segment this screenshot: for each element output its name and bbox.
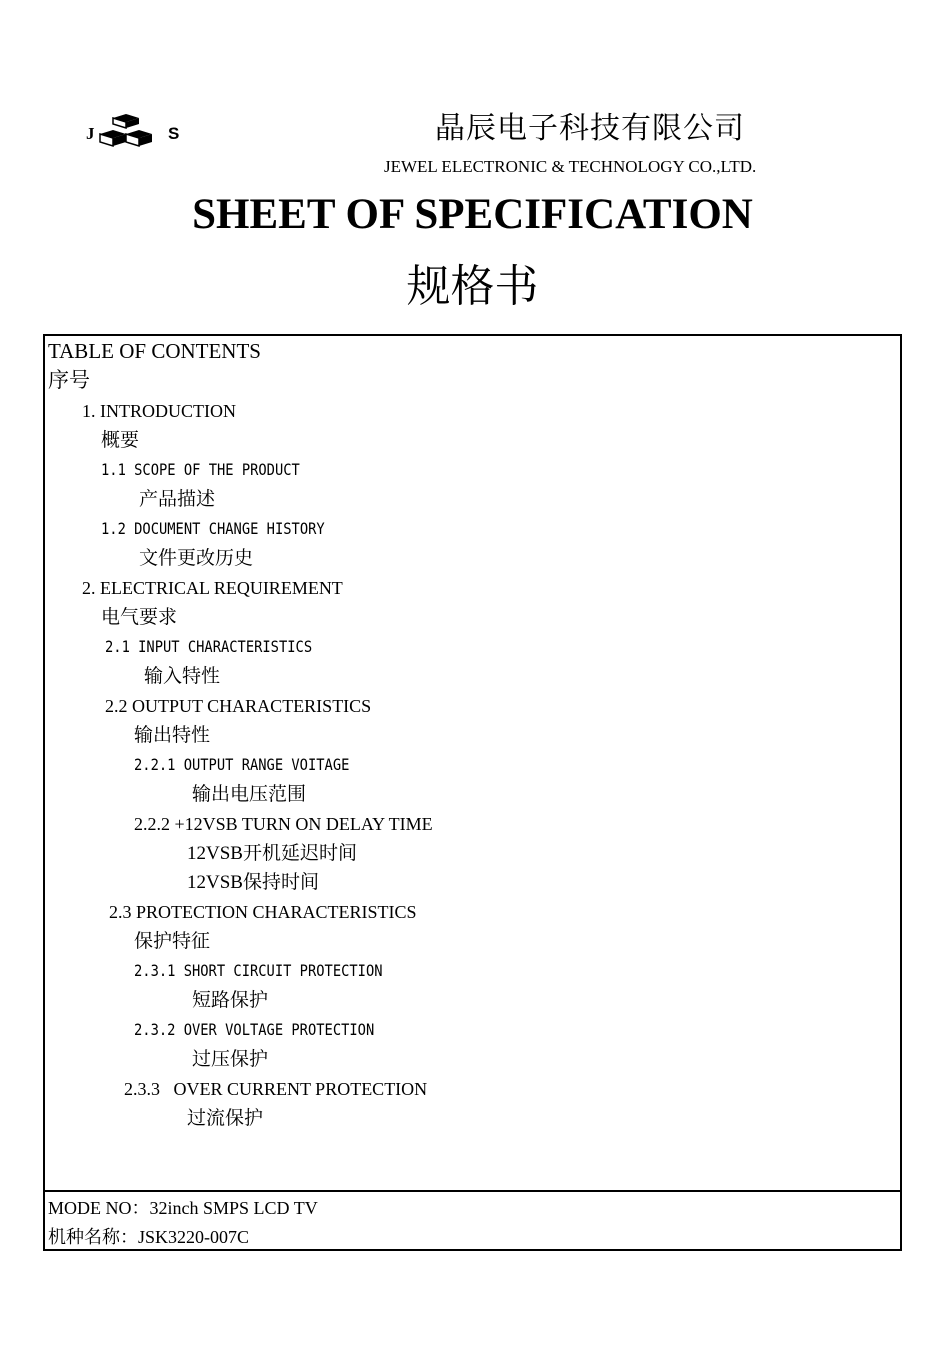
- toc-item: 输出电压范围: [192, 784, 307, 805]
- toc-item: 2. ELECTRICAL REQUIREMENT: [82, 578, 343, 598]
- document-title-cn: 规格书: [406, 262, 539, 311]
- document-title-en: SHEET OF SPECIFICATION: [192, 191, 753, 238]
- toc-heading-en: TABLE OF CONTENTS: [48, 339, 261, 363]
- footer-divider: [45, 1190, 900, 1192]
- company-name-en: JEWEL ELECTRONIC & TECHNOLOGY CO.,LTD.: [384, 157, 757, 176]
- company-name-cn: 晶辰电子科技有限公司: [435, 112, 745, 145]
- toc-item: 过流保护: [187, 1108, 264, 1129]
- toc-item: 输出特性: [134, 725, 211, 746]
- svg-text:J: J: [86, 124, 95, 143]
- toc-item: 2.1 INPUT CHARACTERISTICS: [105, 637, 313, 656]
- mode-number: MODE NO：32inch SMPS LCD TV: [48, 1198, 318, 1218]
- toc-box: [43, 334, 902, 1251]
- toc-item: 2.2 OUTPUT CHARACTERISTICS: [105, 696, 372, 716]
- toc-item: 输入特性: [144, 666, 221, 687]
- toc-item: 2.3 PROTECTION CHARACTERISTICS: [109, 902, 417, 922]
- toc-item: 2.3.1 SHORT CIRCUIT PROTECTION: [134, 961, 383, 980]
- toc-item: 过压保护: [192, 1049, 269, 1070]
- company-logo: [86, 114, 190, 150]
- toc-item: 电气要求: [101, 607, 178, 628]
- toc-item: 2.2.1 OUTPUT RANGE VOITAGE: [134, 755, 350, 774]
- toc-item: 2.3.3 OVER CURRENT PROTECTION: [124, 1079, 428, 1099]
- toc-item: 12VSB开机延迟时间: [187, 843, 357, 864]
- toc-item: 短路保护: [192, 990, 269, 1011]
- toc-item: 1. INTRODUCTION: [82, 401, 236, 421]
- svg-text:S: S: [168, 124, 180, 143]
- toc-item: 产品描述: [139, 489, 216, 510]
- toc-item: 12VSB保持时间: [187, 872, 319, 893]
- toc-item: 2.2.2 +12VSB TURN ON DELAY TIME: [134, 814, 433, 834]
- toc-item: 概要: [101, 430, 140, 451]
- toc-item: 文件更改历史: [139, 548, 254, 569]
- toc-item: 1.1 SCOPE OF THE PRODUCT: [101, 460, 300, 479]
- toc-item: 1.2 DOCUMENT CHANGE HISTORY: [101, 519, 325, 538]
- toc-item: 2.3.2 OVER VOLTAGE PROTECTION: [134, 1020, 375, 1039]
- toc-item: 保护特征: [134, 931, 211, 952]
- toc-heading-cn: 序号: [48, 368, 90, 392]
- model-name: 机种名称：JSK3220-007C: [48, 1227, 250, 1247]
